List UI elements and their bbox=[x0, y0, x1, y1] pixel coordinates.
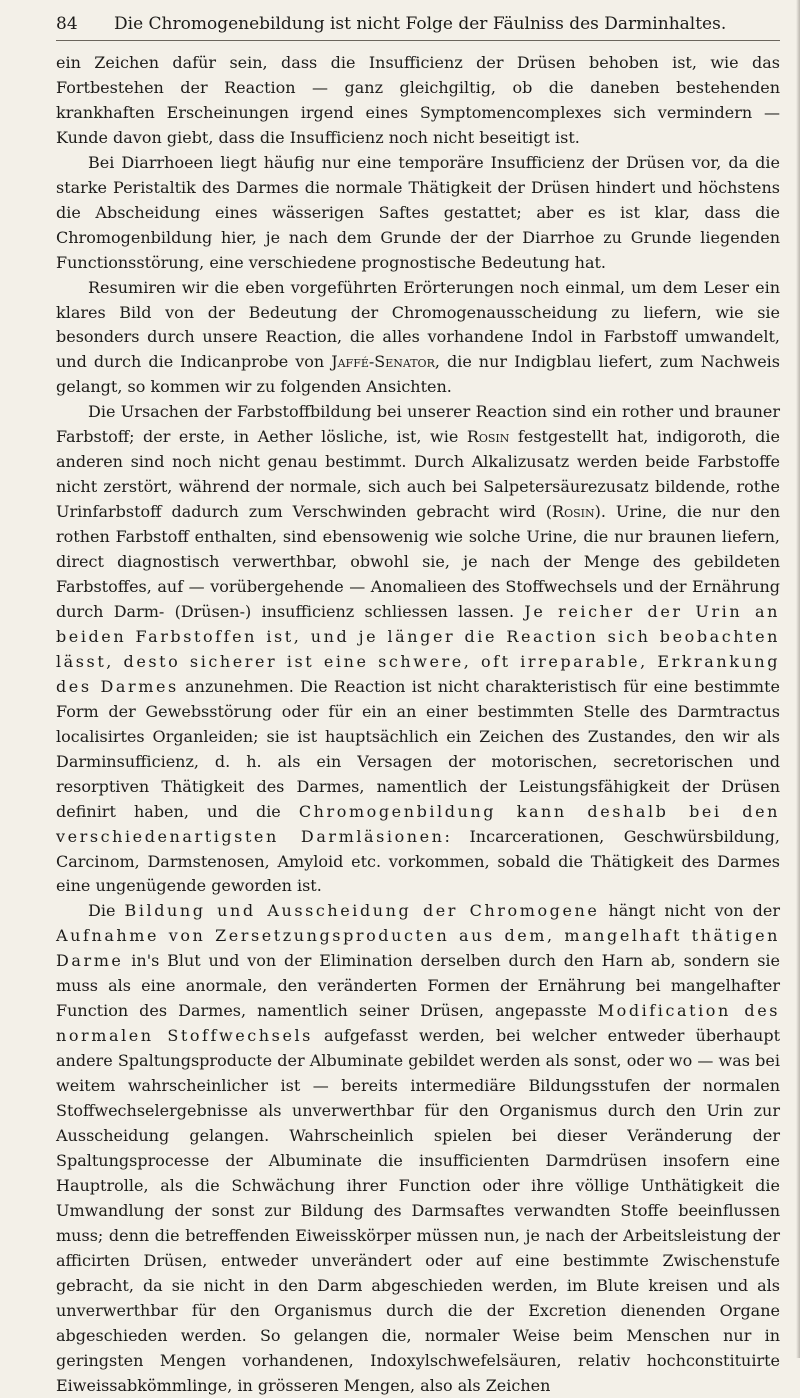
paragraph-2 bbox=[56, 151, 780, 276]
text-run: anzunehmen. Die Reaction ist nicht charakteristisch für eine bestimmte Form der Gewebsstörung oder für ein an einer bestimmten Stelle des Darmtractus localisirtes Organleiden; sie ist hauptsächlich ein Zeichen des Zustandes, den wir als Darminsufficienz, d. h. als ein Versagen der motorischen, secretorischen und resorptiven Thätigkeit des Darmes, namentlich der Leistungsfähigkeit der Drüsen definirt haben, und die bbox=[56, 676, 780, 821]
text-run: aufgefasst werden, bei welcher entweder überhaupt andere Spaltungsproducte der Albuminate gebildet werden als sonst, oder wo — was bei weitem wahrscheinlicher ist — bereits intermediäre Bildungsstufen der normalen Stoffwechselergebnisse als unverwerthbar für den Organismus durch den Urin zur Ausscheidung gelangen. Wahrscheinlich spielen bei dieser Veränderung der Spaltungsprocesse der Albuminate die insufficienten Darmdrüsen insofern eine Hauptrolle, als die Schwächung ihrer Function oder ihre völlige Unthätigkeit die Umwandlung der sonst zur Bildung des Darmsaftes verwandten Stoffe beeinflussen muss; denn die betreffenden Eiweisskörper müssen nun, je nach der Arbeitsleistung der afficirten Drüsen, entweder unverändert oder auf eine bestimmte Zwischenstufe gebracht, da sie nicht in den Darm abgeschieden werden, im Blute kreisen und als unverwerthbar für den Organismus durch die der Excretion dienenden Organe abgeschieden werden. So gelangen die, normaler Weise beim Menschen nur in geringsten Mengen vorhandenen, Indoxylschwefelsäuren, relativ hochconstituirte Eiweissabkömmlinge, in grösseren Mengen, also als Zeichen bbox=[56, 1026, 781, 1395]
paragraph-3 bbox=[56, 276, 780, 401]
page-number: 84 bbox=[56, 14, 78, 34]
text-run: ). Urine, die nur den rothen Farbstoff enthalten, sind ebensowenig wie solche Urine, die nur braunen liefern, direct diagnostisch verwerthbar, obwohl sie, je nach der Menge des gebildeten Farbstoffes, auf — vorübergehende — Anomalieen des Stoffwechsels und der Ernährung durch Darm- (Drüsen-) insufficienz schliessen lassen. bbox=[56, 502, 780, 621]
emphasized-text: Chromogenbildung kann deshalb bei den verschiedenartigsten Darmläsionen bbox=[56, 801, 780, 846]
text-run: Die Ursachen der Farbstoffbildung bei unserer Reaction sind ein rother und brauner Farbstoff; der erste, in Aether lösliche, ist, wie bbox=[56, 402, 780, 447]
page-header bbox=[56, 14, 780, 41]
emphasized-text: Modification des normalen Stoffwechsels bbox=[56, 1001, 780, 1046]
text-run: Die bbox=[88, 901, 125, 921]
emphasized-text: Je reicher der Urin an beiden Farbstoffen ist, und je länger die Reaction sich beobachten lässt, desto sicherer ist eine schwere, oft irreparable, Erkrankung des Darmes bbox=[56, 601, 780, 696]
text-run: Bei Diarrhoeen liegt häufig nur eine temporäre Insufficienz der Drüsen vor, da die starke Peristaltik des Darmes die normale Thätigkeit der Drüsen hindert und höchstens die Abscheidung eines wässerigen Saftes gestattet; aber es ist klar, dass die Chromogenbildung hier, je nach dem Grunde der der Diarrhoe zu Grunde liegenden Functionsstörung, eine verschiedene prognostische Bedeutung hat. bbox=[56, 152, 780, 272]
text-run: , die nur Indigblau liefert, zum Nachweis gelangt, so kommen wir zu folgenden Ansichten. bbox=[56, 352, 780, 397]
page-edge-shadow bbox=[796, 0, 800, 1358]
text-run: festgestellt hat, indigoroth, die anderen sind noch nicht genau bestimmt. Durch Alkalizusatz werden beide Farbstoffe nicht zerstört, während der normale, sich auch bei Salpetersäurezusatz bildende, rothe Urinfarbstoff dadurch zum Verschwinden gebracht wird ( bbox=[56, 427, 780, 522]
paragraph-4 bbox=[56, 400, 780, 899]
running-title: Die Chromogenebildung ist nicht Folge der Fäulniss des Darminhaltes. bbox=[114, 14, 727, 34]
emphasized-text: Aufnahme von Zersetzungsproducten aus dem, mangelhaft thätigen Darme bbox=[56, 926, 780, 971]
author-name: Rosin bbox=[466, 427, 510, 447]
text-run: : Incarcerationen, Geschwürsbildung, Carcinom, Darmstenosen, Amyloid etc. vorkommen, sobald die Thätigkeit des Darmes eine ungenügende geworden ist. bbox=[56, 826, 781, 896]
text-run: hängt nicht von der bbox=[599, 901, 781, 921]
body-text bbox=[56, 51, 780, 1398]
author-name: Rosin bbox=[552, 502, 595, 522]
text-run: Resumiren wir die eben vorgeführten Erörterungen noch einmal, um dem Leser ein klares Bild von der Bedeutung der Chromogenausscheidung zu liefern, wie sie besonders durch unsere Reaction, die alles vorhandene Indol in Farbstoff umwandelt, und durch die Indicanprobe von bbox=[56, 277, 780, 372]
paragraph-5 bbox=[56, 899, 780, 1398]
author-name: Jaffé-Senator bbox=[331, 352, 435, 372]
text-run: in's Blut und von der Elimination derselben durch den Harn ab, sondern sie muss als eine anormale, den veränderten Formen der Ernährung bei mangelhafter Function des Darmes, namentlich seiner Drüsen, angepasste bbox=[56, 951, 780, 1021]
emphasized-text: Bildung und Ausscheidung der Chromogene bbox=[124, 901, 600, 921]
text-run: ein Zeichen dafür sein, dass die Insufficienz der Drüsen behoben ist, wie das Fortbestehen der Reaction — ganz gleichgiltig, ob die daneben bestehenden krankhaften Erscheinungen irgend eines Symptomencomplexes sich vermindern — Kunde davon giebt, dass die Insufficienz noch nicht beseitigt ist. bbox=[56, 53, 780, 147]
paragraph-1 bbox=[56, 51, 780, 151]
